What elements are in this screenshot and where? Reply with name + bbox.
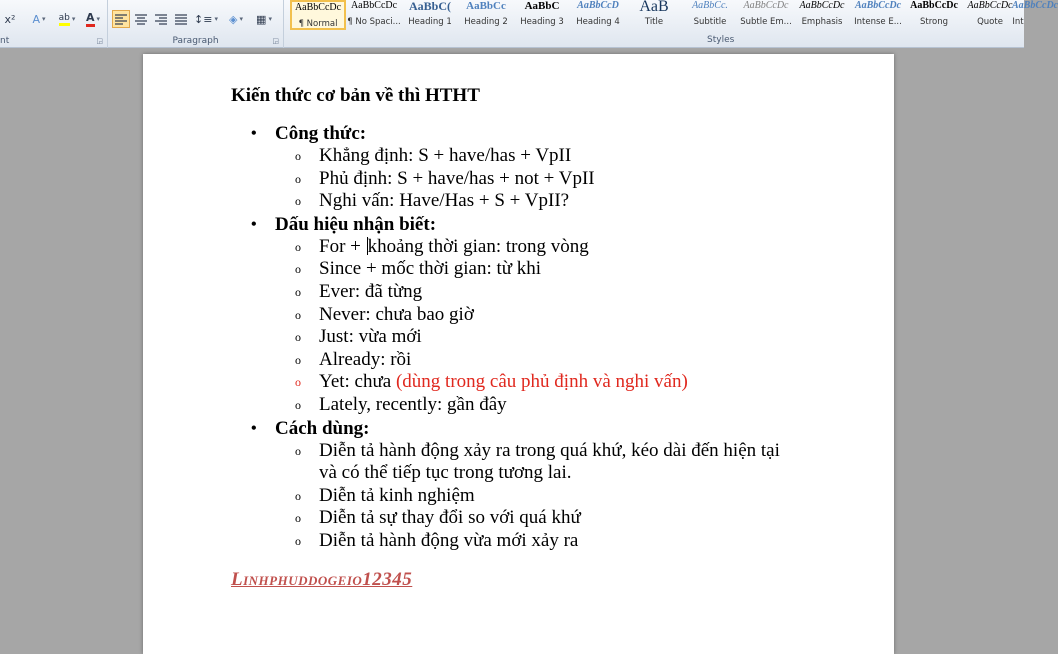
text-effects-button[interactable]: A ▾ [32,12,46,26]
circle-bullet-icon: o [295,488,301,503]
list-item: o Yet: chưa (dùng trong câu phủ định và nghi vấn) [295,371,688,393]
circle-bullet-icon: o [295,171,301,186]
circle-bullet-icon: o [295,194,301,209]
list-item: o Diễn tả kinh nghiệm [295,484,475,506]
circle-bullet-icon: o [295,330,301,345]
align-center-button[interactable] [132,10,150,28]
highlight-button[interactable]: ab ▾ [54,10,80,28]
font-group-label: nt [0,36,10,46]
font-color-icon: A [86,11,95,27]
list-item: o Just: vừa mới [295,326,422,348]
document-title: Kiến thức cơ bản về thì HTHT [231,85,480,106]
styles-group-label: Styles [707,35,735,45]
style-emphasis[interactable]: AaBbCcDc Emphasis [799,0,845,27]
list-item: o Never: chưa bao giờ [295,303,474,325]
style-heading-2[interactable]: AaBbCc Heading 2 [464,0,508,27]
styles-gallery [290,0,1058,34]
align-left-button[interactable] [112,10,130,28]
section-signs [231,213,851,417]
style-intense-quote[interactable]: AaBbCcDc Int [1012,0,1058,27]
font-dialog-launcher-icon[interactable]: ◲ [96,38,103,45]
align-right-button[interactable] [152,10,170,28]
section-heading: • Công thức: [251,123,367,144]
section-formula [231,122,851,213]
paragraph-group-label: Paragraph [172,36,219,46]
font-group [0,0,108,48]
align-right-icon [155,14,167,24]
bullet-icon: • [251,125,257,142]
list-item: o For + khoảng thời gian: trong vòng [295,235,589,257]
bullet-icon: • [251,419,257,437]
list-item: o Phủ định: S + have/has + not + VpII [295,167,595,189]
circle-bullet-icon: o [295,533,301,548]
paragraph-group [108,0,284,48]
circle-bullet-icon: o [295,262,301,277]
style-heading-3[interactable]: AaBbC Heading 3 [520,0,564,27]
circle-bullet-icon: o [295,443,301,458]
document-page[interactable] [143,54,894,654]
style-normal[interactable]: AaBbCcDc ¶ Normal [290,0,346,30]
circle-bullet-icon: o [295,375,301,390]
document-body[interactable] [231,84,851,591]
style-heading-4[interactable]: AaBbCcD Heading 4 [576,0,620,27]
circle-bullet-icon: o [295,149,301,163]
ribbon [0,0,1058,48]
usage-note: (dùng trong câu phủ định và nghi vấn) [391,371,688,393]
style-quote[interactable]: AaBbCcDc Quote [967,0,1013,27]
list-item: o Diễn tả sự thay đổi so với quá khứ [295,507,581,529]
list-item: o Diễn tả hành động xảy ra trong quá khứ, kéo dài đến hiện tại [295,439,780,461]
circle-bullet-icon: o [295,307,301,322]
paint-bucket-icon: ◈ [229,12,238,26]
subscript-button[interactable]: x² [4,12,16,26]
style-intense-emphasis[interactable]: AaBbCcDc Intense E... [854,0,902,27]
font-color-button[interactable]: A ▾ [82,10,104,28]
align-left-icon [115,14,127,24]
circle-bullet-icon: o [295,239,301,254]
style-no-spacing[interactable]: AaBbCcDc ¶ No Spaci... [347,0,401,27]
list-item: o Since + mốc thời gian: từ khi [295,258,542,280]
list-item: o Lately, recently: gần đây [295,393,507,415]
shading-button[interactable]: ◈ ▾ [229,12,243,26]
section-usage [231,417,851,553]
line-spacing-icon: ↕≡ [194,12,213,26]
style-strong[interactable]: AaBbCcDc Strong [910,0,958,27]
author-signature: Linhphuddogeio12345 [231,568,413,590]
align-center-icon [135,14,147,24]
style-subtitle[interactable]: AaBbCc. Subtitle [692,0,728,27]
section-heading: • Cách dùng: [251,417,370,439]
style-heading-1[interactable]: AaBbC( Heading 1 [408,0,452,27]
borders-button[interactable]: ▦ ▾ [256,12,272,26]
list-item: o Nghi vấn: Have/Has + S + VpII? [295,190,570,212]
list-item: o Khẳng định: S + have/has + VpII [295,145,572,166]
style-title[interactable]: AaB Title [639,0,669,27]
justify-icon [175,14,187,24]
paragraph-dialog-launcher-icon[interactable]: ◲ [272,38,279,45]
list-item: o Diễn tả hành động vừa mới xảy ra [295,529,579,551]
circle-bullet-icon: o [295,511,301,526]
circle-bullet-icon: o [295,397,301,412]
bullet-icon: • [251,215,257,233]
circle-bullet-icon: o [295,352,301,367]
circle-bullet-icon: o [295,284,301,299]
style-subtle-emphasis[interactable]: AaBbCcDc Subtle Em... [740,0,792,27]
list-item-continuation: và có thể tiếp tục trong tương lai. [319,462,572,484]
justify-button[interactable] [172,10,190,28]
borders-icon: ▦ [256,12,267,26]
section-heading: • Dấu hiệu nhận biết: [251,213,437,235]
list-item: o Already: rồi [295,348,412,370]
line-spacing-button[interactable]: ↕≡ ▾ [194,12,218,26]
list-item: o Ever: đã từng [295,280,423,302]
chevron-down-icon: ▾ [42,15,46,23]
highlight-icon: ab [59,13,70,26]
